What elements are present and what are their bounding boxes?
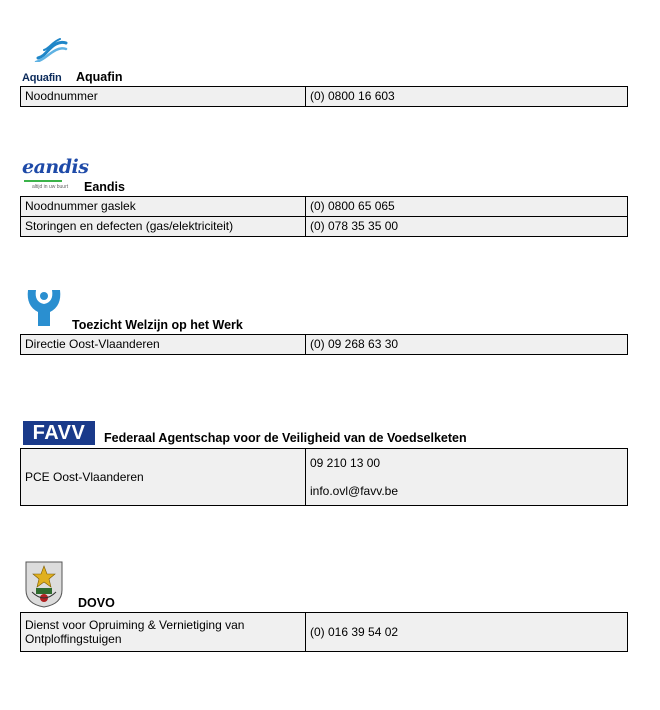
favv-logo: FAVV xyxy=(23,421,95,445)
table-row xyxy=(21,87,628,107)
contact-phone: (0) 09 268 63 30 xyxy=(306,335,628,355)
contact-label: Storingen en defecten (gas/elektriciteit) xyxy=(21,217,306,237)
section-dovo xyxy=(20,560,628,652)
contact-table xyxy=(20,448,628,506)
table-row xyxy=(21,335,628,355)
contact-label: Noodnummer gaslek xyxy=(21,197,306,217)
table-row xyxy=(21,217,628,237)
section-title: Aquafin xyxy=(76,70,123,84)
contact-label: Directie Oost-Vlaanderen xyxy=(21,335,306,355)
contact-table xyxy=(20,86,628,107)
section-title: Federaal Agentschap voor de Veiligheid van de Voedselketen xyxy=(104,431,467,445)
section-title: DOVO xyxy=(78,596,115,610)
contact-email[interactable]: info.ovl@favv.be xyxy=(306,477,628,506)
table-row xyxy=(21,449,628,478)
contact-phone: 09 210 13 00 xyxy=(306,449,628,478)
eandis-logo-underline xyxy=(24,180,62,182)
section-header xyxy=(20,150,628,196)
contact-table xyxy=(20,612,628,652)
table-row xyxy=(21,613,628,652)
contact-table xyxy=(20,334,628,355)
eandis-logo-tagline: altijd in uw buurt xyxy=(32,184,69,190)
contact-label: PCE Oost-Vlaanderen xyxy=(21,449,306,506)
aquafin-wave-icon xyxy=(34,38,68,62)
contact-label: Dienst voor Opruiming & Vernietiging van Ontploffingstuigen xyxy=(21,613,306,652)
aquafin-logo xyxy=(22,38,74,86)
section-aquafin xyxy=(20,38,628,107)
contact-phone: (0) 0800 65 065 xyxy=(306,197,628,217)
twow-logo-icon xyxy=(24,286,64,330)
section-title: Toezicht Welzijn op het Werk xyxy=(72,318,243,332)
aquafin-logo-text: Aquafin xyxy=(22,72,62,84)
section-header xyxy=(20,286,628,334)
section-header xyxy=(20,560,628,612)
contact-phone: (0) 078 35 35 00 xyxy=(306,217,628,237)
contact-phone: (0) 016 39 54 02 xyxy=(306,613,628,652)
section-toezicht-welzijn xyxy=(20,286,628,355)
table-row xyxy=(21,197,628,217)
contact-phone: (0) 0800 16 603 xyxy=(306,87,628,107)
section-eandis xyxy=(20,150,628,237)
contact-label: Noodnummer xyxy=(21,87,306,107)
section-title: Eandis xyxy=(84,180,125,194)
contact-table xyxy=(20,196,628,237)
section-header xyxy=(20,420,628,448)
eandis-logo-text: eandis xyxy=(22,156,89,178)
section-favv xyxy=(20,420,628,506)
dovo-emblem-icon xyxy=(24,560,64,608)
section-header xyxy=(20,38,628,86)
